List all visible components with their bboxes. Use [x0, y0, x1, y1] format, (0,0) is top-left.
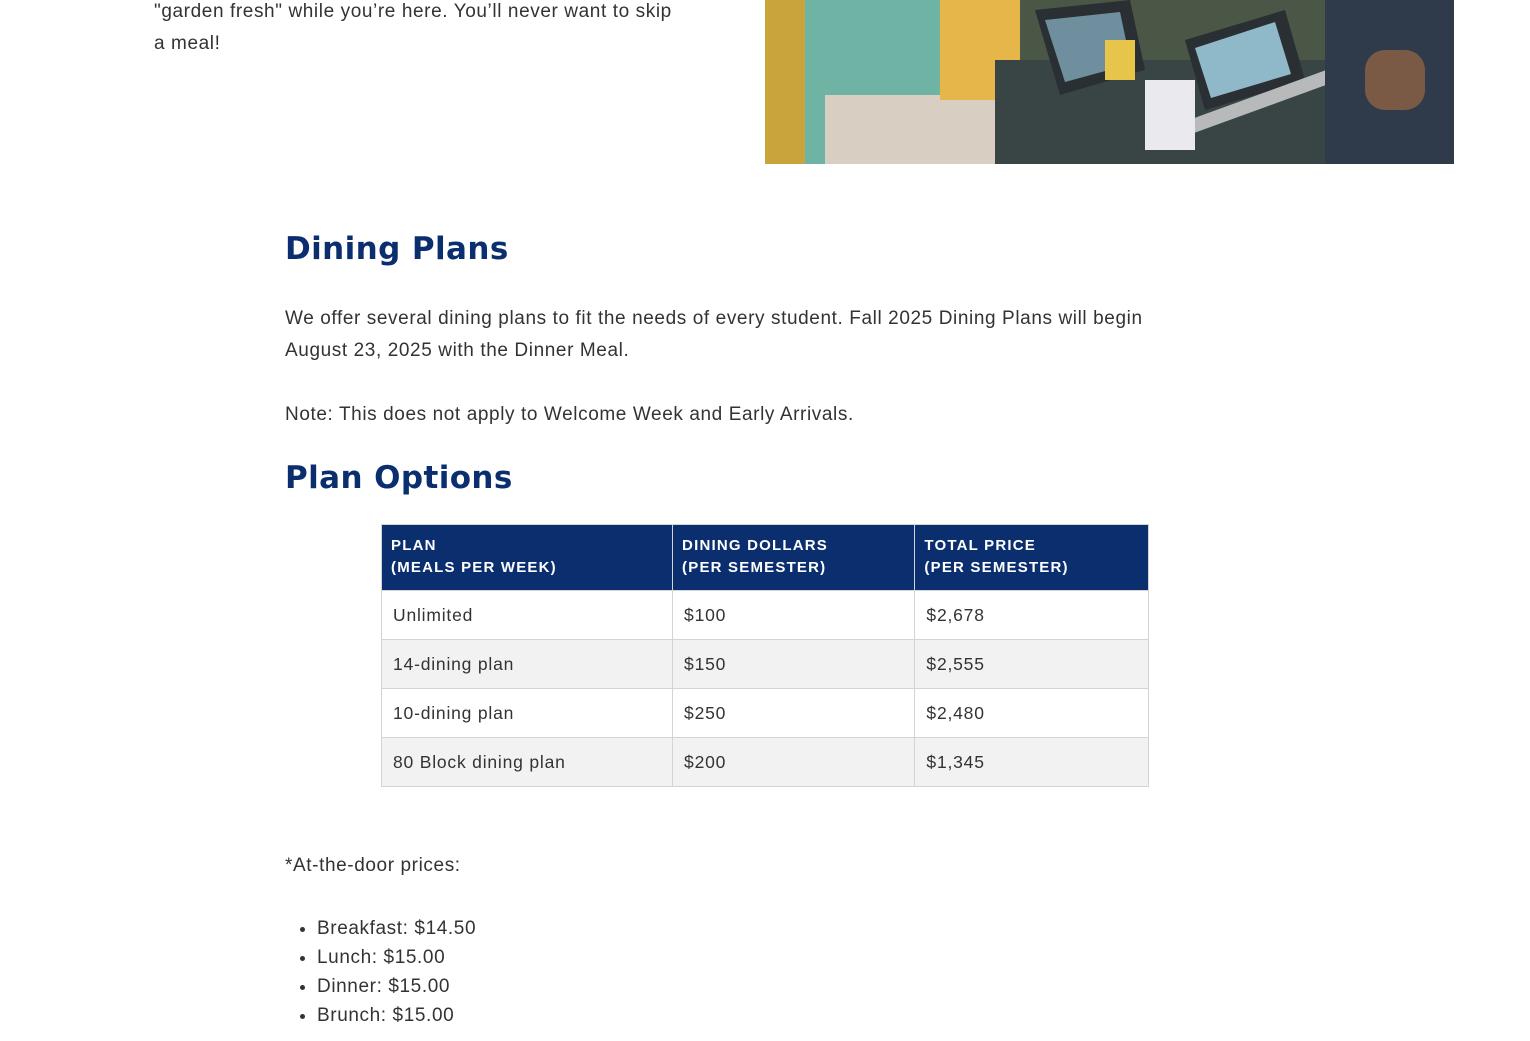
plan-cell: 10-dining plan	[382, 689, 673, 738]
column-header-plan	[382, 525, 673, 591]
dining-plans-note: Note: This does not apply to Welcome Week and Early Arrivals.	[285, 404, 854, 425]
hero-photo-illustration	[765, 0, 1454, 164]
table-row	[382, 640, 1149, 689]
column-header-line: DINING DOLLARS	[682, 537, 829, 554]
plan-cell: 80 Block dining plan	[382, 738, 673, 787]
dining-dollars-cell: $100	[673, 591, 915, 640]
plan-cell: Unlimited	[382, 591, 673, 640]
dining-dollars-cell: $150	[673, 640, 915, 689]
door-prices-list	[285, 914, 476, 1030]
total-price-cell: $2,555	[915, 640, 1149, 689]
list-item: • Breakfast: $14.50	[317, 914, 476, 943]
person-shorts	[825, 95, 995, 164]
column-header-total-price	[915, 525, 1149, 591]
list-item: • Lunch: $15.00	[317, 943, 476, 972]
plan-options-heading: Plan Options	[285, 460, 513, 496]
plan-cell: 14-dining plan	[382, 640, 673, 689]
total-price-cell: $2,480	[915, 689, 1149, 738]
dining-plans-lead: We offer several dining plans to fit the needs of every student. Fall 2025 Dining Plans will begin August 23, 2025 with the Dinner Meal.	[285, 308, 1143, 361]
table-header-row	[382, 525, 1149, 591]
hero-photo	[765, 0, 1454, 164]
table-row	[382, 689, 1149, 738]
column-header-line: (PER SEMESTER)	[682, 559, 827, 576]
dining-dollars-cell: $250	[673, 689, 915, 738]
column-header-line: (PER SEMESTER)	[924, 559, 1069, 576]
total-price-cell: $2,678	[915, 591, 1149, 640]
plan-options-table	[381, 524, 1149, 787]
door-prices-label: *At-the-door prices:	[285, 855, 461, 876]
column-header-line: (MEALS PER WEEK)	[391, 559, 557, 576]
dining-plans-heading: Dining Plans	[285, 231, 509, 267]
intro-paragraph: "garden fresh" while you’re here. You’ll never want to skip a meal!	[154, 1, 672, 54]
dining-dollars-cell: $200	[673, 738, 915, 787]
list-item: • Dinner: $15.00	[317, 972, 476, 1001]
column-header-dining-dollars	[673, 525, 915, 591]
total-price-cell: $1,345	[915, 738, 1149, 787]
dining-plans-section	[285, 226, 1245, 1026]
table-row	[382, 738, 1149, 787]
list-item: • Brunch: $15.00	[317, 1001, 476, 1030]
column-header-line: PLAN	[391, 537, 437, 554]
column-header-line: TOTAL PRICE	[924, 537, 1036, 554]
table-row	[382, 591, 1149, 640]
